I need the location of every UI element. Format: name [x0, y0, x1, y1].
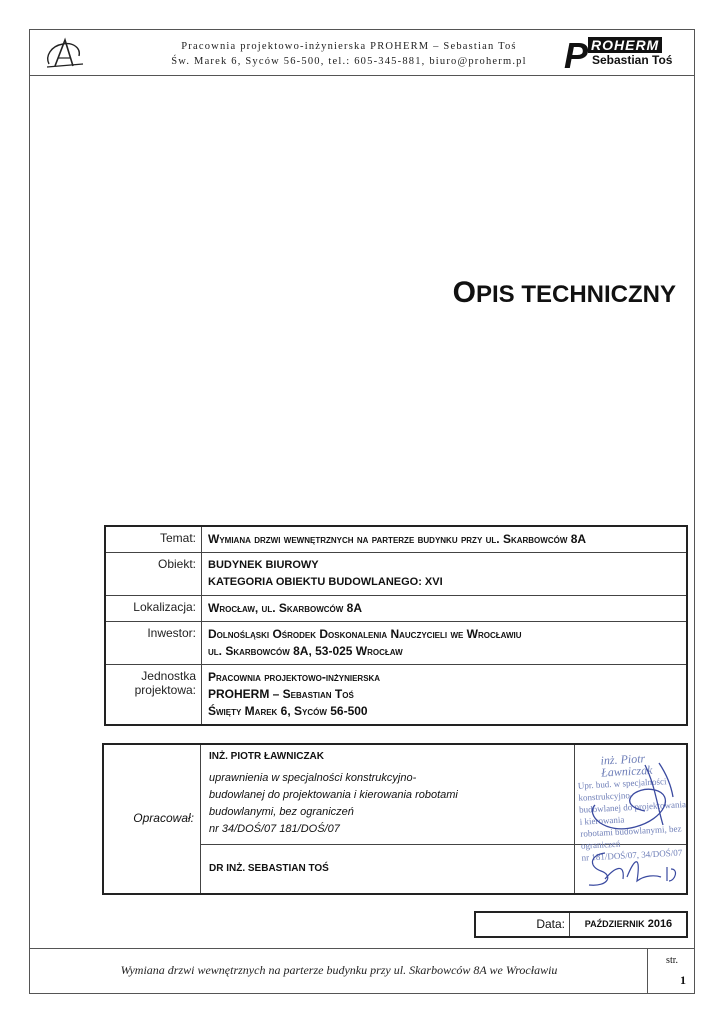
signature-2-icon: [575, 845, 686, 893]
row-label: Temat:: [105, 526, 202, 553]
row-value: Wymiana drzwi wewnętrznych na parterze budynku przy ul. Skarbowców 8A: [202, 526, 688, 553]
row-label: Jednostka projektowa:: [105, 665, 202, 726]
page-number-box: [647, 949, 694, 993]
row-value: Dolnośląski Ośrodek Doskonalenia Nauczycieli we Wrocławiu ul. Skarbowców 8A, 53-025 Wrocław: [202, 622, 688, 665]
row-label: Inwestor:: [105, 622, 202, 665]
stamp-signature-1: [575, 745, 687, 863]
page-header: [29, 29, 695, 76]
header-text: [139, 39, 559, 69]
author-1-qualifications: uprawnienia w specjalności konstrukcyjno- budowlanej do projektowania i kierowania robotami budowlanymi, bez ograniczeń nr 34/DOŚ/07 181/DOŚ/07: [209, 772, 458, 835]
logo-word: ROHERM: [588, 37, 662, 53]
row-label: Obiekt:: [105, 553, 202, 596]
author-2-cell: [201, 845, 575, 893]
header-line-1: Pracownia projektowo-inżynierska PROHERM – Sebastian Toś: [181, 41, 517, 52]
row-value: Wrocław, ul. Skarbowców 8A: [202, 596, 688, 622]
table-row: [105, 553, 687, 596]
table-row: [105, 526, 687, 553]
date-value: PAŹDZIERNIK 2016: [584, 918, 673, 930]
table-row: [105, 596, 687, 622]
logo-owner: Sebastian Toś: [592, 53, 673, 67]
page-footer: [29, 948, 695, 994]
prepared-label: Opracował:: [133, 811, 194, 825]
author-2-name: DR INŻ. SEBASTIAN TOŚ: [209, 863, 329, 874]
author-1-name: INŻ. PIOTR ŁAWNICZAK: [209, 751, 324, 762]
project-info-table: [104, 525, 688, 726]
company-mark-icon: [43, 34, 87, 72]
author-1-cell: [201, 745, 575, 845]
table-row: [105, 622, 687, 665]
table-row: [105, 665, 687, 726]
logo-letter: P: [564, 35, 589, 76]
license-stamp: inż. Piotr Ławniczak Upr. bud. w specjalności konstrukcyjno- budowlanej do projektowania i kierowania robotami budowlanymi, bez ograniczeń nr 181/DOŚ/07, 34/DOŚ/07: [577, 751, 687, 863]
page-number: 1: [680, 973, 686, 987]
header-line-2: Św. Marek 6, Syców 56-500, tel.: 605-345-881, biuro@proherm.pl: [171, 56, 527, 67]
row-value: BUDYNEK BIUROWY KATEGORIA OBIEKTU BUDOWLANEGO: XVI: [202, 553, 688, 596]
row-label: Lokalizacja:: [105, 596, 202, 622]
proherm-logo: [564, 35, 692, 76]
prepared-by-box: [102, 743, 688, 895]
signature-1-icon: [575, 745, 686, 845]
row-value: Pracownia projektowo-inżynierska PROHERM – Sebastian Toś Święty Marek 6, Syców 56-500: [202, 665, 688, 726]
footer-text: Wymiana drzwi wewnętrznych na parterze budynku przy ul. Skarbowców 8A we Wrocławiu: [120, 963, 558, 977]
date-label: Data:: [476, 913, 570, 936]
document-title: OPIS TECHNICZNY: [452, 276, 676, 309]
page-label: str.: [666, 955, 678, 966]
stamp-signature-2: [575, 845, 686, 893]
date-box: [474, 911, 688, 938]
prepared-label-cell: [104, 745, 201, 893]
